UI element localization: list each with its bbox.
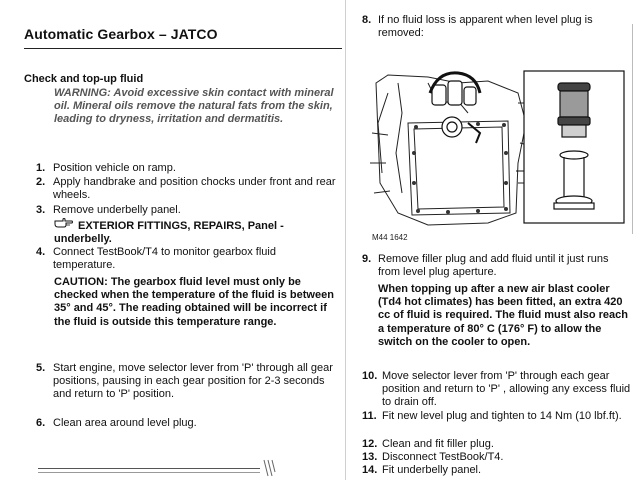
step-text: Clean area around level plug.: [53, 417, 197, 429]
step-4: [36, 246, 341, 272]
step-number: 6.: [36, 417, 46, 429]
step-number: 3.: [36, 204, 46, 216]
step-text: Position vehicle on ramp.: [53, 162, 176, 174]
step-number: 5.: [36, 362, 46, 374]
step-number: 2.: [36, 176, 46, 188]
step-12: [362, 438, 632, 451]
section-heading: Check and top-up fluid: [24, 73, 144, 85]
step-8: [362, 14, 632, 40]
step-text: Disconnect TestBook/T4.: [382, 451, 504, 463]
reference-text: EXTERIOR FITTINGS, REPAIRS, Panel - underbelly.: [54, 220, 284, 245]
footer-rule: [38, 468, 260, 469]
step-text: Clean and fit filler plug.: [382, 438, 494, 450]
step-text: Connect TestBook/T4 to monitor gearbox fluid temperature.: [53, 246, 276, 271]
step-text: Fit underbelly panel.: [382, 464, 482, 476]
step-11: [362, 410, 632, 423]
step-text: Remove underbelly panel.: [53, 204, 181, 216]
step-text: Fit new level plug and tighten to 14 Nm (10 lbf.ft).: [382, 410, 622, 422]
step-number: 12.: [362, 438, 378, 450]
pointing-hand-icon: [54, 217, 78, 233]
page-curl-icon: [262, 458, 276, 478]
note-text: When topping up after a new air blast cooler (Td4 hot climates) has been fitted, an extra 420 cc of fluid is required. The fluid must also reach a temperature of 80° C (176° F) to allow the switch on the cooler to open.: [378, 283, 628, 348]
figure-label: M44 1642: [372, 233, 408, 242]
step-3: [36, 204, 341, 217]
step-6: [36, 417, 341, 430]
step-number: 13.: [362, 451, 378, 463]
step-9: [362, 253, 632, 279]
step-2: [36, 176, 341, 202]
step-text: Remove filler plug and add fluid until it just runs from level plug aperture.: [378, 253, 609, 278]
step-number: 14.: [362, 464, 378, 476]
caution-text: CAUTION: The gearbox fluid level must only be checked when the temperature of the fluid is between 35° and 45°. The reading obtained will be incorrect if the fluid is outside this temperature range.: [54, 276, 334, 328]
page-title: Automatic Gearbox – JATCO: [24, 26, 218, 42]
step-13: [362, 451, 632, 464]
step-10: [362, 370, 632, 409]
step-number: 4.: [36, 246, 46, 258]
footer-rule-secondary: [38, 472, 260, 473]
step-number: 1.: [36, 162, 46, 174]
step-number: 9.: [362, 253, 372, 265]
step-number: 11.: [362, 410, 377, 422]
step-14: [362, 464, 632, 477]
step-1: [36, 162, 341, 175]
gearbox-illustration: [368, 63, 630, 235]
step-text: Start engine, move selector lever from 'P' through all gear positions, pausing in each gear position for 2-3 seconds and return to 'P' position.: [53, 362, 333, 400]
cross-reference[interactable]: [54, 217, 339, 246]
step-text: Apply handbrake and position chocks under front and rear wheels.: [53, 176, 336, 201]
title-underline: [24, 48, 342, 49]
step-5: [36, 362, 341, 401]
step-text: Move selector lever from 'P' through each gear position and return to 'P' , allowing any excess fluid to drain off.: [382, 370, 631, 408]
page-edge: [632, 24, 633, 234]
step-number: 10.: [362, 370, 378, 382]
step-text: If no fluid loss is apparent when level plug is removed:: [378, 14, 593, 39]
step-number: 8.: [362, 14, 372, 26]
warning-text: WARNING: Avoid excessive skin contact with mineral oil. Mineral oils remove the natural fats from the skin, leading to dryness, irritation and dermatitis.: [54, 87, 334, 125]
column-divider: [345, 0, 346, 480]
